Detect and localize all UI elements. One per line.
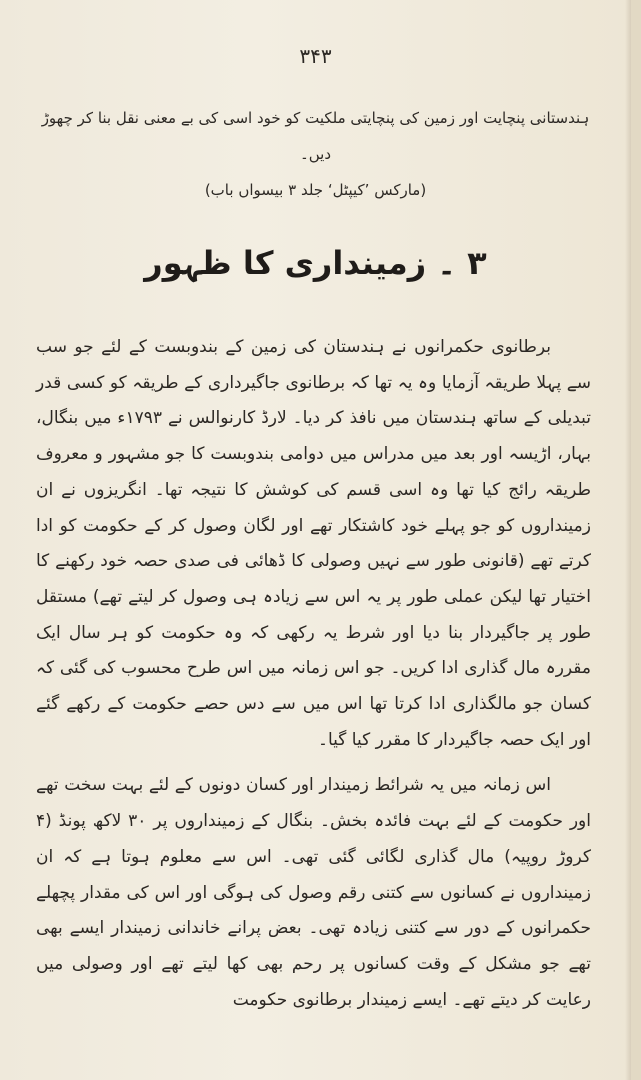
paragraph-1: برطانوی حکمرانوں نے ہندستان کی زمین کے بندوبست کے لئے جو سب سے پہلا طریقہ آزمایا وہ یہ تھا کہ برطانوی جاگیرداری کے طریقہ کو کسی قدر تبدیلی کے ساتھ ہندستان میں نافذ کر دیا۔ لارڈ کارنوالس نے ۱۷۹۳ء میں بنگال، بہار، اڑیسہ اور بعد میں مدراس میں دوامی بندوبست کا جو مشہور و معروف طریقہ رائج کیا تھا وہ اسی قسم کی کوشش کا نتیجہ تھا۔ انگریزوں نے ان زمینداروں کو جو پہلے خود کاشتکار تھے اور لگان وصول کر کے حکومت کو ادا کرتے تھے (قانونی طور سے نہیں وصولی کا ڈھائی فی صدی حصہ خود رکھنے کا اختیار تھا لیکن عملی طور پر یہ اس سے زیادہ ہی وصول کر لیتے تھے) مستقل طور پر جاگیردار بنا دیا اور شرط یہ رکھی کہ وہ حکومت کو ہر سال ایک مقررہ مال گذاری ادا کریں۔ جو اس زمانہ میں اس طرح محسوب کی گئی کہ کسان جو مالگذاری ادا کرتا تھا اس میں سے دس حصے حکومت کے رکھے گئے اور ایک حصہ جاگیردار کا مقرر کیا گیا۔ (36, 337, 591, 750)
page-fold-shadow (625, 0, 631, 1080)
paragraph-2: اس زمانہ میں یہ شرائط زمیندار اور کسان دونوں کے لئے بہت سخت تھے اور حکومت کے لئے بہت فائدہ بخش۔ بنگال کے زمینداروں پر ۳۰ لاکھ پونڈ (۴ کروڑ روپیہ) مال گذاری لگائی گئی تھی۔ اس سے معلوم ہوتا ہے کہ ان زمینداروں نے کسانوں سے کتنی رقم وصول کی ہوگی اور اس کی مقدار پچھلے حکمرانوں کے دور سے کتنی زیادہ تھی۔ بعض پرانے خاندانی زمیندار ایسے بھی تھے جو مشکل کے وقت کسانوں پر رحم بھی کھا لیتے تھے اور وصولی میں رعایت کر دیتے تھے۔ ایسے زمیندار برطانوی حکومت (36, 775, 591, 1010)
body-text (36, 330, 591, 1018)
epigraph-citation: (مارکس ’کیپٹل‘ جلد ۳ بیسواں باب) (204, 181, 427, 199)
page-number: ۳۴۳ (299, 44, 332, 68)
epigraph-line-1: ہندستانی پنچایت اور زمین کی پنچایتی ملکیت کو خود اسی کی بے معنی نقل بنا کر چھوڑ دیں۔ (41, 109, 590, 163)
chapter-title: ۳ ۔ زمینداری کا ظہور (144, 244, 487, 282)
epigraph (24, 100, 607, 208)
